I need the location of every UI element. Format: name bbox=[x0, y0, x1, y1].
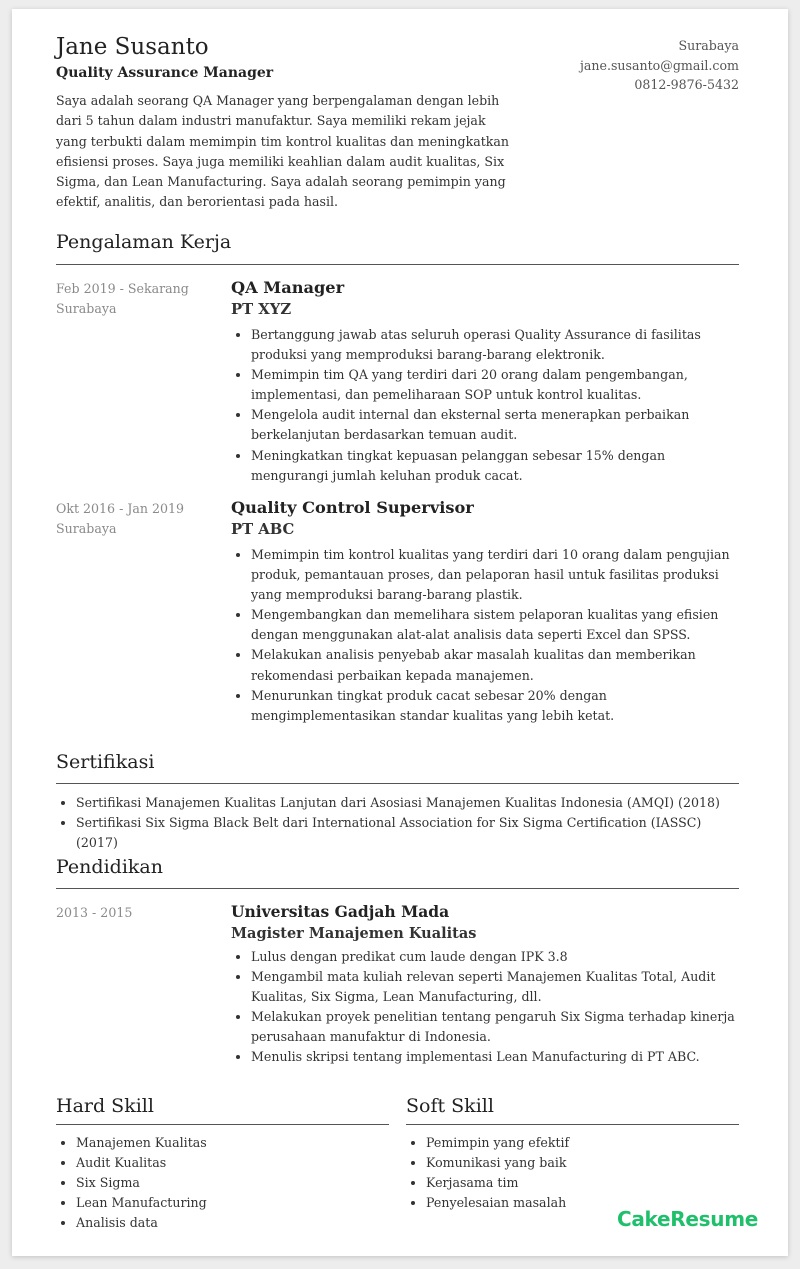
job-meta bbox=[56, 279, 189, 319]
hard-skill-item: Six Sigma bbox=[56, 1173, 389, 1193]
soft-skill-list bbox=[406, 1133, 739, 1213]
summary-text: Saya adalah seorang QA Manager yang berpengalaman dengan lebih dari 5 tahun dalam industri manufaktur. Saya memiliki rekam jejak yang terbukti dalam memimpin tim kontrol kualitas dan meningkatkan efisiensi proses. Saya juga memiliki keahlian dalam audit kualitas, Six Sigma, dan Lean Manufacturing. Saya adalah seorang pemimpin yang efektif, analitis, dan berorientasi pada hasil. bbox=[56, 93, 510, 210]
job-bullet: Memimpin tim QA yang terdiri dari 20 orang dalam pengembangan, implementasi, dan pemeliharaan SOP untuk kontrol kualitas. bbox=[231, 365, 741, 405]
soft-skill-item: Kerjasama tim bbox=[406, 1173, 739, 1193]
job-bullet: Melakukan analisis penyebab akar masalah kualitas dan memberikan rekomendasi perbaikan kepada manajemen. bbox=[231, 645, 741, 685]
job-bullet: Bertanggung jawab atas seluruh operasi Quality Assurance di fasilitas produksi yang memproduksi barang-barang elektronik. bbox=[231, 325, 741, 365]
candidate-title: Quality Assurance Manager bbox=[56, 65, 274, 81]
hard-skill-item: Manajemen Kualitas bbox=[56, 1133, 389, 1153]
experience-divider bbox=[56, 264, 739, 265]
certifications-divider bbox=[56, 783, 739, 784]
education-bullet: Melakukan proyek penelitian tentang pengaruh Six Sigma terhadap kinerja perusahaan manufaktur di Indonesia. bbox=[231, 1007, 741, 1047]
certification-item: Sertifikasi Manajemen Kualitas Lanjutan dari Asosiasi Manajemen Kualitas Indonesia (AMQI) (2018) bbox=[56, 793, 739, 813]
candidate-name: Jane Susanto bbox=[56, 34, 209, 60]
job-company: PT XYZ bbox=[231, 301, 292, 318]
job-period: Okt 2016 - Jan 2019 bbox=[56, 501, 185, 516]
education-bullets bbox=[231, 947, 741, 1068]
education-body bbox=[231, 901, 741, 1068]
education-bullet: Lulus dengan predikat cum laude dengan IPK 3.8 bbox=[231, 947, 741, 967]
job-bullet: Meningkatkan tingkat kepuasan pelanggan sebesar 15% dengan mengurangi jumlah keluhan produk cacat. bbox=[231, 446, 741, 486]
soft-skill-item: Penyelesaian masalah bbox=[406, 1193, 739, 1213]
job-bullet: Mengelola audit internal dan eksternal serta menerapkan perbaikan berkelanjutan berdasarkan temuan audit. bbox=[231, 405, 741, 445]
resume-page bbox=[12, 9, 788, 1256]
job-body bbox=[231, 497, 741, 726]
soft-skill-item: Pemimpin yang efektif bbox=[406, 1133, 739, 1153]
education-divider bbox=[56, 888, 739, 889]
job-bullet: Memimpin tim kontrol kualitas yang terdiri dari 10 orang dalam pengujian produk, pemantauan proses, dan pelaporan hasil untuk fasilitas produksi yang memproduksi barang-barang plastik. bbox=[231, 545, 741, 605]
soft-skill-heading: Soft Skill bbox=[406, 1095, 494, 1117]
soft-skill-divider bbox=[406, 1124, 739, 1125]
job-period: Feb 2019 - Sekarang bbox=[56, 281, 189, 296]
education-heading: Pendidikan bbox=[56, 856, 163, 878]
job-bullet: Menurunkan tingkat produk cacat sebesar 20% dengan mengimplementasikan standar kualitas yang lebih ketat. bbox=[231, 686, 741, 726]
education-bullet: Mengambil mata kuliah relevan seperti Manajemen Kualitas Total, Audit Kualitas, Six Sigma, Lean Manufacturing, dll. bbox=[231, 967, 741, 1007]
job-body bbox=[231, 277, 741, 486]
contact-email[interactable]: jane.susanto@gmail.com bbox=[579, 57, 739, 73]
education-period: 2013 - 2015 bbox=[56, 905, 133, 920]
hard-skill-divider bbox=[56, 1124, 389, 1125]
certifications-heading: Sertifikasi bbox=[56, 751, 155, 773]
hard-skill-section bbox=[56, 1095, 389, 1233]
hard-skill-heading: Hard Skill bbox=[56, 1095, 154, 1117]
soft-skill-section bbox=[406, 1095, 739, 1213]
job-meta bbox=[56, 499, 184, 539]
job-company: PT ABC bbox=[231, 521, 295, 538]
hard-skill-item: Audit Kualitas bbox=[56, 1153, 389, 1173]
job-role: Quality Control Supervisor bbox=[231, 498, 474, 517]
education-degree: Magister Manajemen Kualitas bbox=[231, 925, 477, 942]
contact-block bbox=[580, 36, 739, 95]
experience-heading: Pengalaman Kerja bbox=[56, 231, 232, 253]
job-bullets bbox=[231, 325, 741, 486]
job-role: QA Manager bbox=[231, 278, 345, 297]
job-location: Surabaya bbox=[56, 301, 117, 316]
cakeresume-logo: CakeResume bbox=[616, 1207, 758, 1231]
hard-skill-item: Analisis data bbox=[56, 1213, 389, 1233]
certification-item: Sertifikasi Six Sigma Black Belt dari International Association for Six Sigma Certification (IASSC) (2017) bbox=[56, 813, 739, 853]
education-meta bbox=[56, 903, 132, 923]
job-bullet: Mengembangkan dan memelihara sistem pelaporan kualitas yang efisien dengan menggunakan alat-alat analisis data seperti Excel dan SPSS. bbox=[231, 605, 741, 645]
contact-location: Surabaya bbox=[678, 38, 739, 53]
contact-phone: 0812-9876-5432 bbox=[634, 77, 739, 92]
soft-skill-item: Komunikasi yang baik bbox=[406, 1153, 739, 1173]
hard-skill-item: Lean Manufacturing bbox=[56, 1193, 389, 1213]
education-school: Universitas Gadjah Mada bbox=[231, 902, 450, 921]
certifications-list bbox=[56, 793, 739, 853]
hard-skill-list bbox=[56, 1133, 389, 1233]
job-bullets bbox=[231, 545, 741, 726]
education-bullet: Menulis skripsi tentang implementasi Lean Manufacturing di PT ABC. bbox=[231, 1047, 741, 1067]
job-location: Surabaya bbox=[56, 521, 117, 536]
